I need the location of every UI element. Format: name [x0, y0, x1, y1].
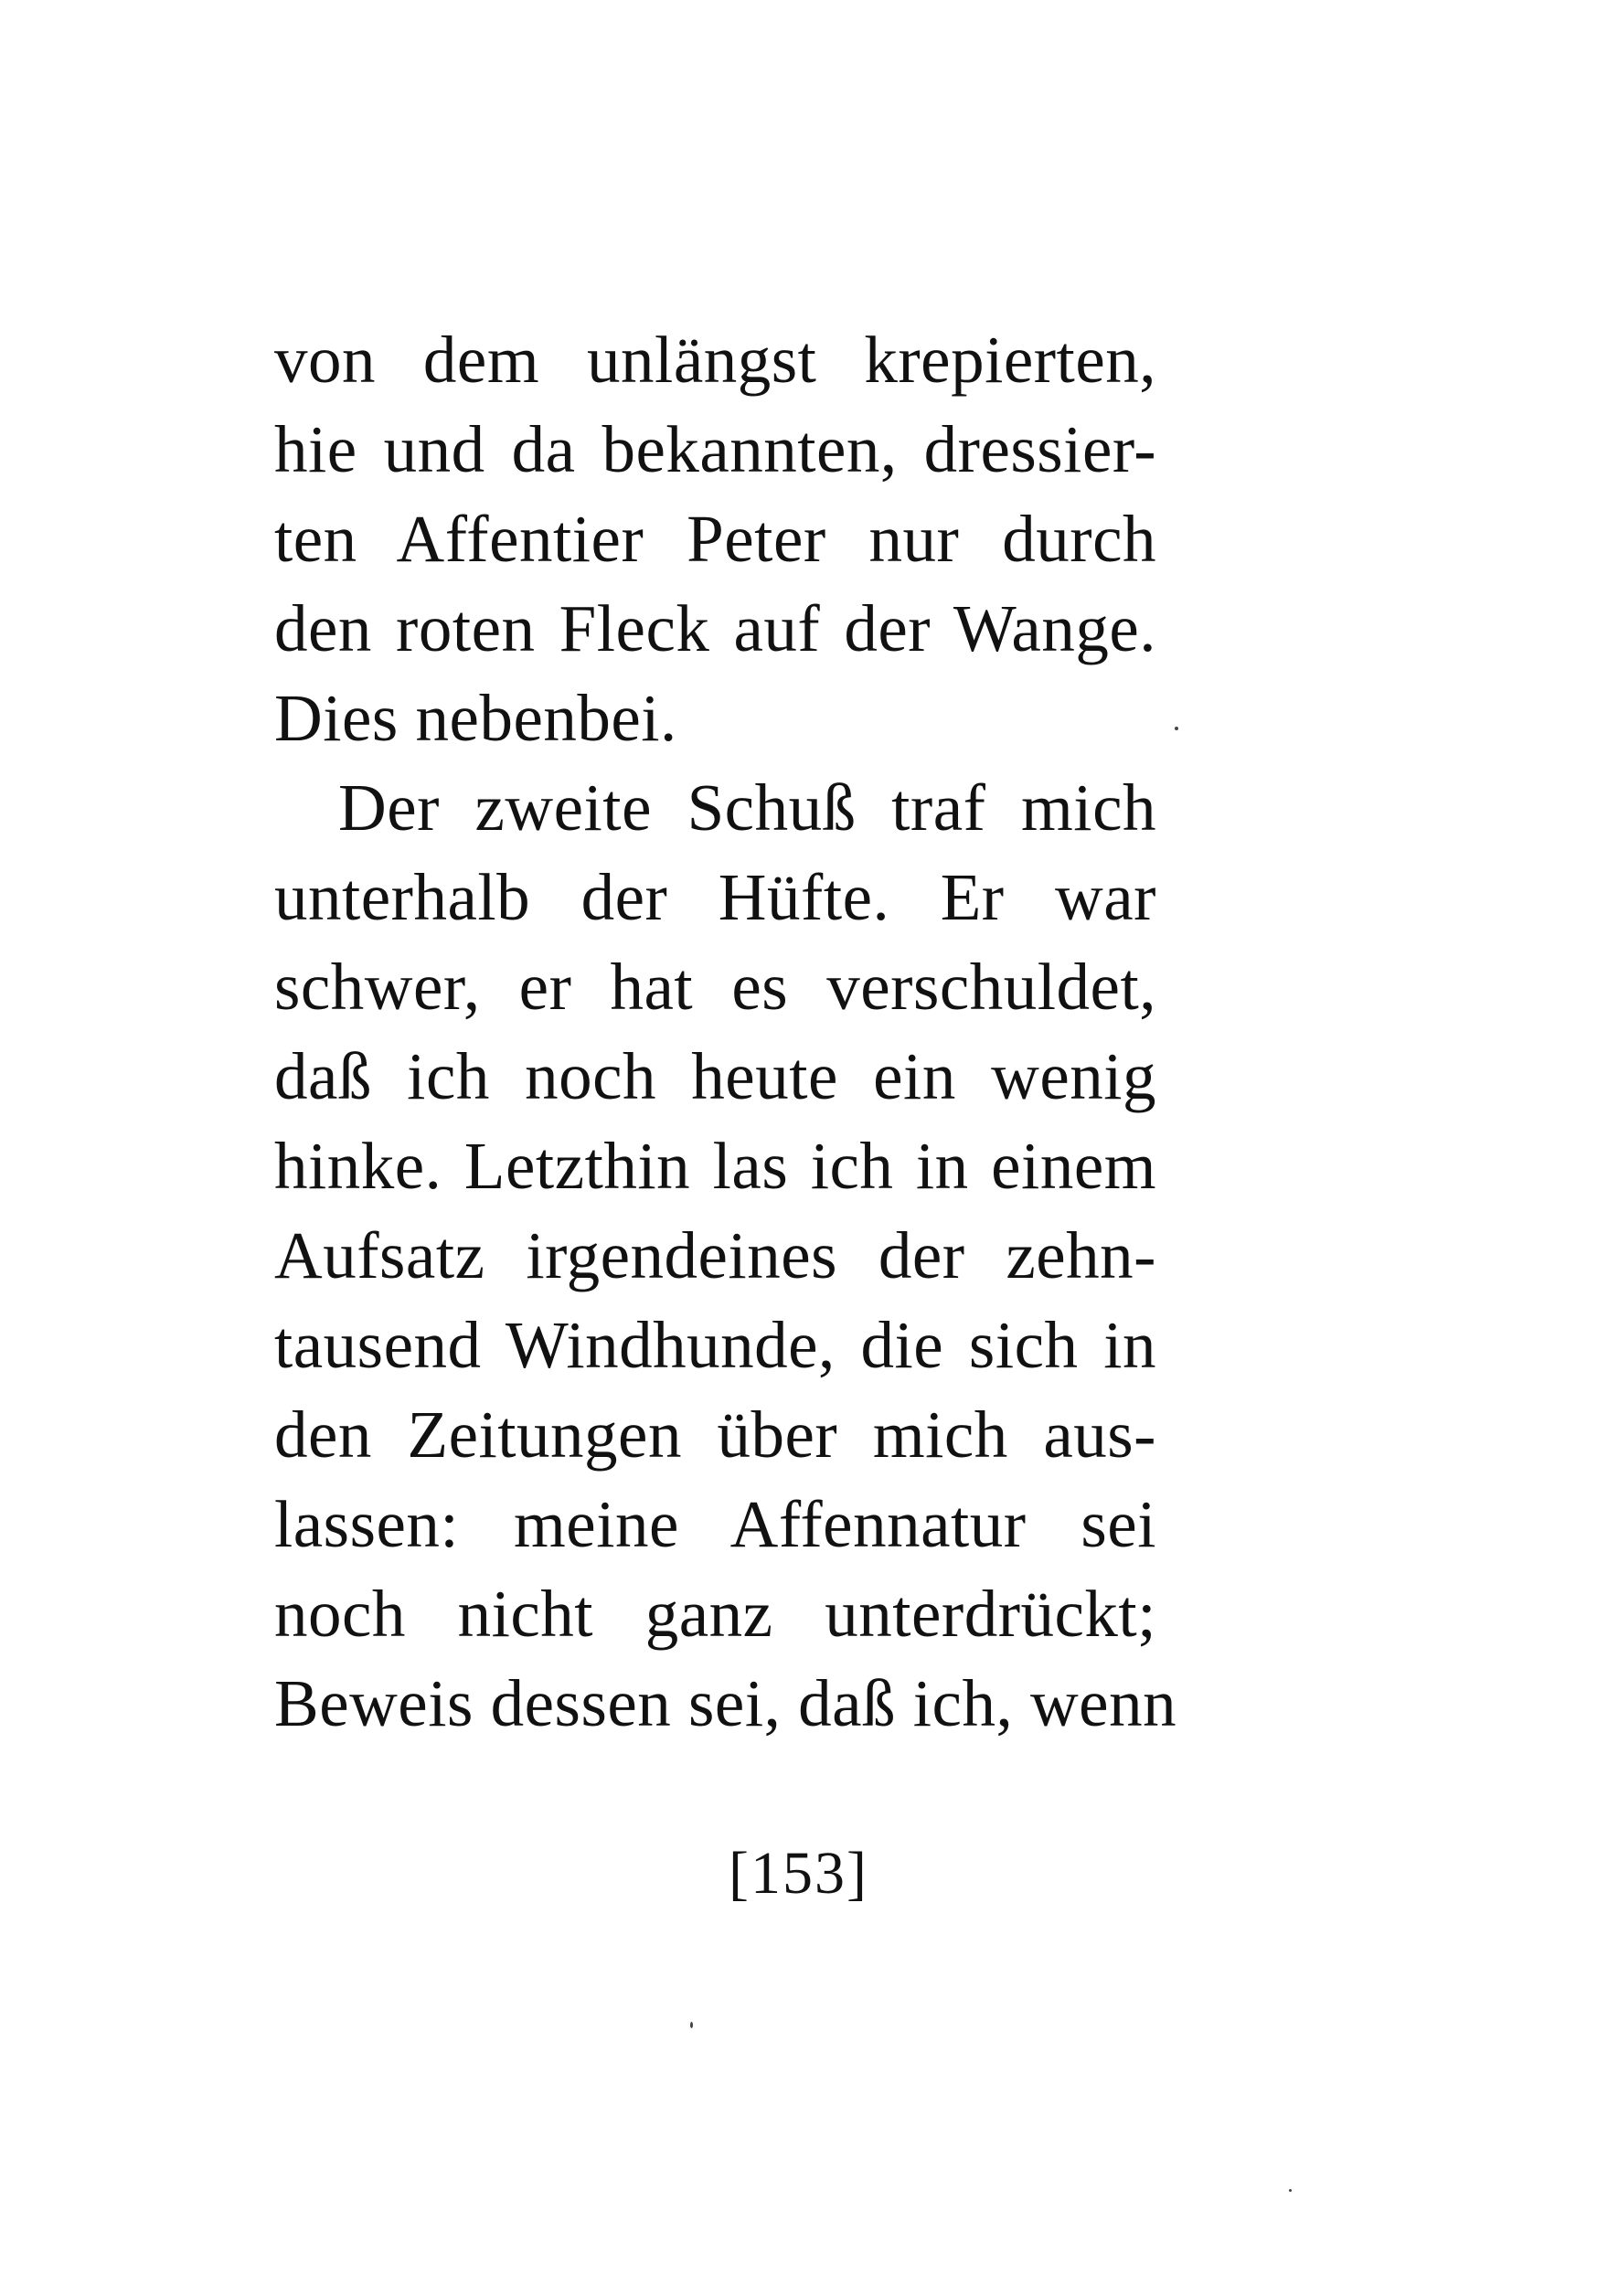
- text-line: Der zweite Schuß traf mich: [338, 771, 1156, 845]
- scan-speck: [1175, 727, 1178, 730]
- text-line: von dem unlängst krepierten,: [274, 323, 1156, 397]
- scan-speck: [1289, 2189, 1292, 2192]
- page-number: [153]: [729, 1840, 868, 1907]
- text-line: daß ich noch heute ein wenig: [274, 1039, 1156, 1113]
- text-line: den roten Fleck auf der Wange.: [274, 591, 1156, 665]
- text-line: Beweis dessen sei, daß ich, wenn: [274, 1666, 1177, 1740]
- text-line: den Zeitungen über mich aus-: [274, 1398, 1156, 1472]
- text-line: noch nicht ganz unterdrückt;: [274, 1577, 1156, 1651]
- text-line: unterhalb der Hüfte. Er war: [274, 860, 1156, 934]
- text-line: tausend Windhunde, die sich in: [274, 1308, 1156, 1382]
- text-line: ten Affentier Peter nur durch: [274, 502, 1156, 576]
- text-line: hinke. Letzthin las ich in einem: [274, 1129, 1156, 1203]
- text-line: hie und da bekannten, dressier-: [274, 412, 1156, 486]
- text-line: Aufsatz irgendeines der zehn-: [274, 1218, 1156, 1292]
- text-line: schwer, er hat es verschuldet,: [274, 950, 1156, 1024]
- text-line: Dies nebenbei.: [274, 681, 677, 755]
- body-text: [274, 315, 1177, 1749]
- scan-speck: [690, 2022, 693, 2028]
- text-line: lassen: meine Affennatur sei: [274, 1487, 1156, 1561]
